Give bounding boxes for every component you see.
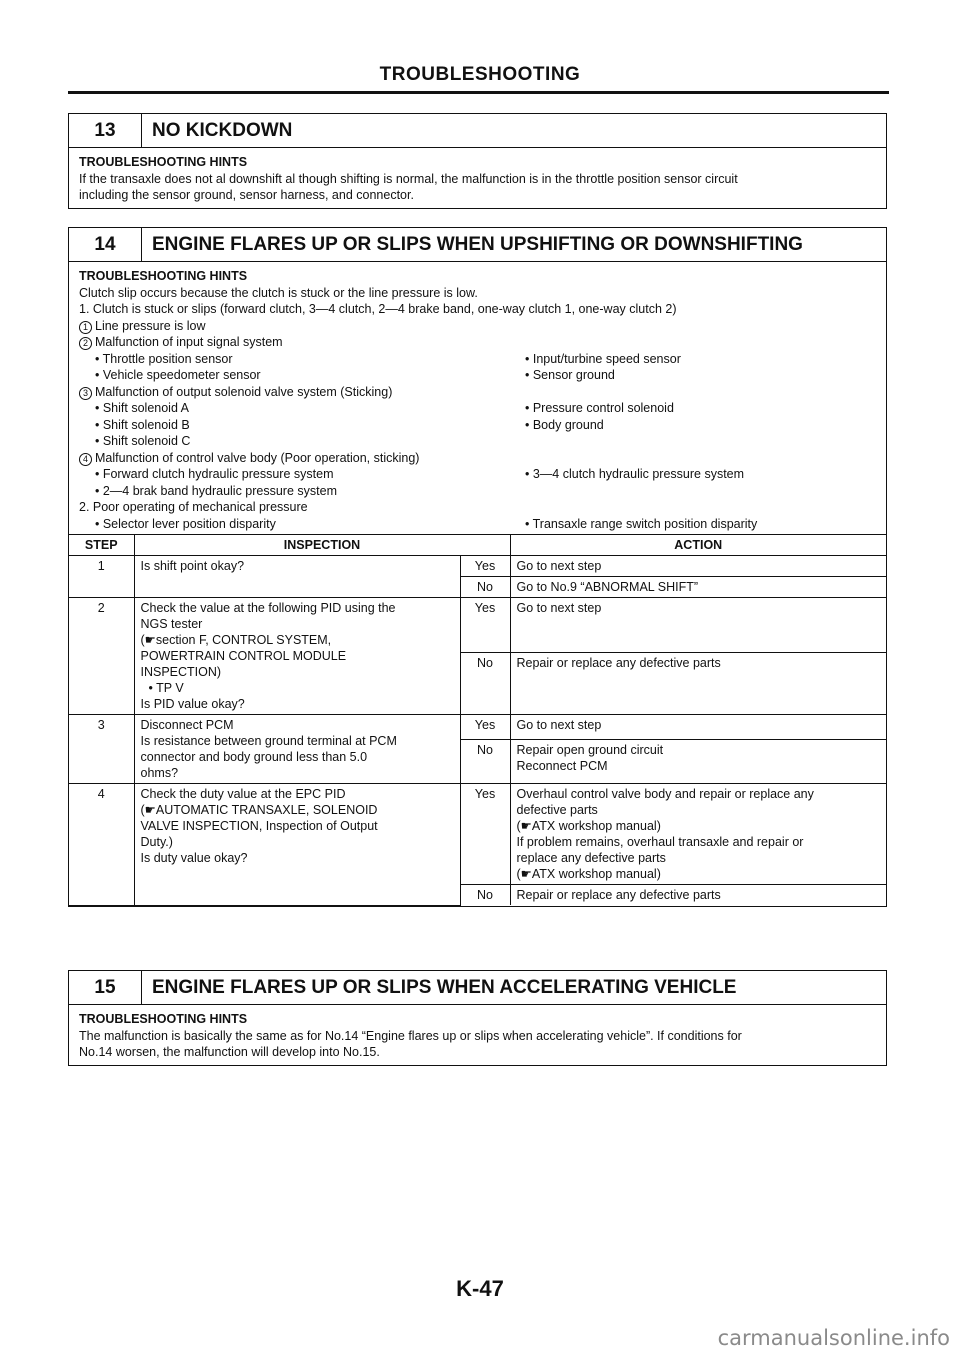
hints-label: TROUBLESHOOTING HINTS: [79, 269, 248, 283]
section-13: [68, 113, 887, 209]
action-line: (☛ATX workshop manual): [516, 819, 661, 833]
hint-row: [79, 417, 876, 434]
hint-row: [79, 466, 876, 483]
action-line: Overhaul control valve body and repair or replace any: [516, 787, 814, 801]
no-action: Repair or replace any defective parts: [510, 653, 886, 715]
hint-line: The malfunction is basically the same as for No.14 “Engine flares up or slips when accelerating vehicle”. If conditions for: [79, 1028, 742, 1043]
no-label: No: [460, 653, 510, 715]
step-inspection: [134, 598, 460, 715]
yes-action: Go to next step: [510, 598, 886, 653]
header-step: STEP: [69, 535, 134, 556]
step-number: 4: [69, 784, 134, 906]
title-rule: [68, 91, 889, 94]
no-action: [510, 739, 886, 783]
no-action: Go to No.9 “ABNORMAL SHIFT”: [510, 577, 886, 598]
action-line: Repair open ground circuit: [516, 742, 664, 757]
yes-label: Yes: [460, 784, 510, 885]
section-14-hints: [69, 262, 886, 534]
hint-row: [79, 516, 876, 533]
hint-item: • 2—4 brak band hydraulic pressure system: [95, 483, 337, 498]
section-13-number: 13: [69, 114, 142, 147]
section-14-number: 14: [69, 228, 142, 261]
inspection-line: INSPECTION): [140, 665, 222, 679]
inspection-line: Is duty value okay?: [140, 851, 248, 865]
inspection-line: Is PID value okay?: [140, 697, 245, 711]
hint-item: • Vehicle speedometer sensor: [95, 368, 261, 382]
table-row: [69, 715, 886, 740]
section-15-title: ENGINE FLARES UP OR SLIPS WHEN ACCELERATING VEHICLE: [152, 977, 737, 998]
step-number: 2: [69, 598, 134, 715]
page-title: TROUBLESHOOTING: [379, 64, 581, 85]
step-table: [69, 534, 886, 906]
hints-label: TROUBLESHOOTING HINTS: [79, 1012, 248, 1026]
circled-number: 4: [79, 453, 92, 466]
hint-line: [79, 334, 876, 351]
no-label: No: [460, 739, 510, 783]
yes-label: Yes: [460, 598, 510, 653]
watermark: carmanualsonline.info: [717, 1326, 950, 1350]
yes-action: [510, 784, 886, 885]
no-action: Repair or replace any defective parts: [510, 885, 886, 906]
step-inspection: [134, 784, 460, 906]
hint-item: • Selector lever position disparity: [95, 516, 276, 531]
action-line: (☛ATX workshop manual): [516, 867, 661, 881]
hint-item: • Transaxle range switch position disparity: [525, 516, 758, 531]
action-line: If problem remains, overhaul transaxle and repair or: [516, 835, 804, 849]
table-header-row: [69, 535, 886, 556]
hint-text: Line pressure is low: [95, 318, 206, 333]
inspection-line: NGS tester: [140, 617, 203, 631]
hint-line: Clutch slip occurs because the clutch is stuck or the line pressure is low.: [79, 285, 478, 300]
section-14-title: ENGINE FLARES UP OR SLIPS WHEN UPSHIFTING OR DOWNSHIFTING: [152, 234, 803, 255]
section-13-hints: [69, 148, 886, 208]
inspection-line: Duty.): [140, 835, 173, 849]
section-14-header: [69, 228, 886, 262]
inspection-line: Check the value at the following PID using the: [140, 601, 396, 615]
hint-line: [79, 450, 876, 467]
table-row: [69, 598, 886, 653]
circled-number: 3: [79, 387, 92, 400]
hint-row: [79, 400, 876, 417]
hint-item: • Input/turbine speed sensor: [525, 351, 681, 366]
action-line: defective parts: [516, 803, 598, 817]
section-15-header: [69, 971, 886, 1005]
hint-item: • Shift solenoid B: [95, 417, 190, 432]
hint-line: If the transaxle does not al downshift al though shifting is normal, the malfunction is in the throttle position sensor circuit: [79, 171, 738, 186]
inspection-line: VALVE INSPECTION, Inspection of Output: [140, 819, 378, 833]
hint-line: [79, 384, 876, 401]
inspection-line: Disconnect PCM: [140, 718, 234, 732]
hint-text: Malfunction of input signal system: [95, 335, 283, 349]
hint-item: • Sensor ground: [525, 368, 615, 382]
hint-item: • Forward clutch hydraulic pressure system: [95, 467, 334, 481]
inspection-line: POWERTRAIN CONTROL MODULE: [140, 649, 347, 663]
hint-line: 1. Clutch is stuck or slips (forward clutch, 3—4 clutch, 2—4 brake band, one-way clutch 1, one-way clutch 2): [79, 302, 677, 316]
inspection-line: • TP V: [148, 681, 184, 695]
hint-line: [79, 318, 876, 335]
header-inspection: INSPECTION: [134, 535, 510, 556]
no-label: No: [460, 885, 510, 906]
inspection-line: ohms?: [140, 766, 179, 780]
hint-item: • 3—4 clutch hydraulic pressure system: [525, 467, 745, 481]
yes-action: Go to next step: [510, 556, 886, 577]
hint-line: 2. Poor operating of mechanical pressure: [79, 500, 308, 514]
page-number: K-47: [456, 1276, 504, 1301]
hint-item: • Pressure control solenoid: [525, 401, 674, 415]
section-14: [68, 227, 887, 907]
section-15: [68, 970, 887, 1066]
hint-line: including the sensor ground, sensor harness, and connector.: [79, 188, 414, 202]
step-number: 1: [69, 556, 134, 598]
hint-line: No.14 worsen, the malfunction will develop into No.15.: [79, 1045, 380, 1059]
hint-item: • Shift solenoid A: [95, 401, 190, 415]
yes-action: Go to next step: [510, 715, 886, 740]
hint-text: Malfunction of output solenoid valve system (Sticking): [95, 384, 393, 399]
step-number: 3: [69, 715, 134, 784]
inspection-line: connector and body ground less than 5.0: [140, 750, 368, 764]
section-15-hints: [69, 1005, 886, 1065]
hint-text: Malfunction of control valve body (Poor operation, sticking): [95, 450, 420, 465]
section-13-header: [69, 114, 886, 148]
step-inspection: [134, 715, 460, 784]
hint-row: [79, 367, 876, 384]
hints-label: TROUBLESHOOTING HINTS: [79, 155, 248, 169]
hint-item: • Shift solenoid C: [95, 434, 191, 448]
hint-item: • Throttle position sensor: [95, 351, 233, 366]
table-row: [69, 784, 886, 885]
hint-item: • Body ground: [525, 417, 604, 432]
inspection-line: Is resistance between ground terminal at PCM: [140, 734, 397, 748]
section-15-number: 15: [69, 971, 142, 1004]
header-action: ACTION: [510, 535, 886, 556]
section-13-title: NO KICKDOWN: [152, 120, 293, 141]
inspection-line: (☛section F, CONTROL SYSTEM,: [140, 633, 332, 647]
inspection-line: (☛AUTOMATIC TRANSAXLE, SOLENOID: [140, 803, 378, 817]
table-row: [69, 556, 886, 577]
step-inspection: Is shift point okay?: [134, 556, 460, 598]
inspection-line: Check the duty value at the EPC PID: [140, 787, 346, 801]
yes-label: Yes: [460, 556, 510, 577]
circled-number: 2: [79, 337, 92, 350]
hint-row: [79, 351, 876, 368]
no-label: No: [460, 577, 510, 598]
yes-label: Yes: [460, 715, 510, 740]
action-line: replace any defective parts: [516, 851, 666, 865]
action-line: Reconnect PCM: [516, 758, 608, 773]
circled-number: 1: [79, 321, 92, 334]
